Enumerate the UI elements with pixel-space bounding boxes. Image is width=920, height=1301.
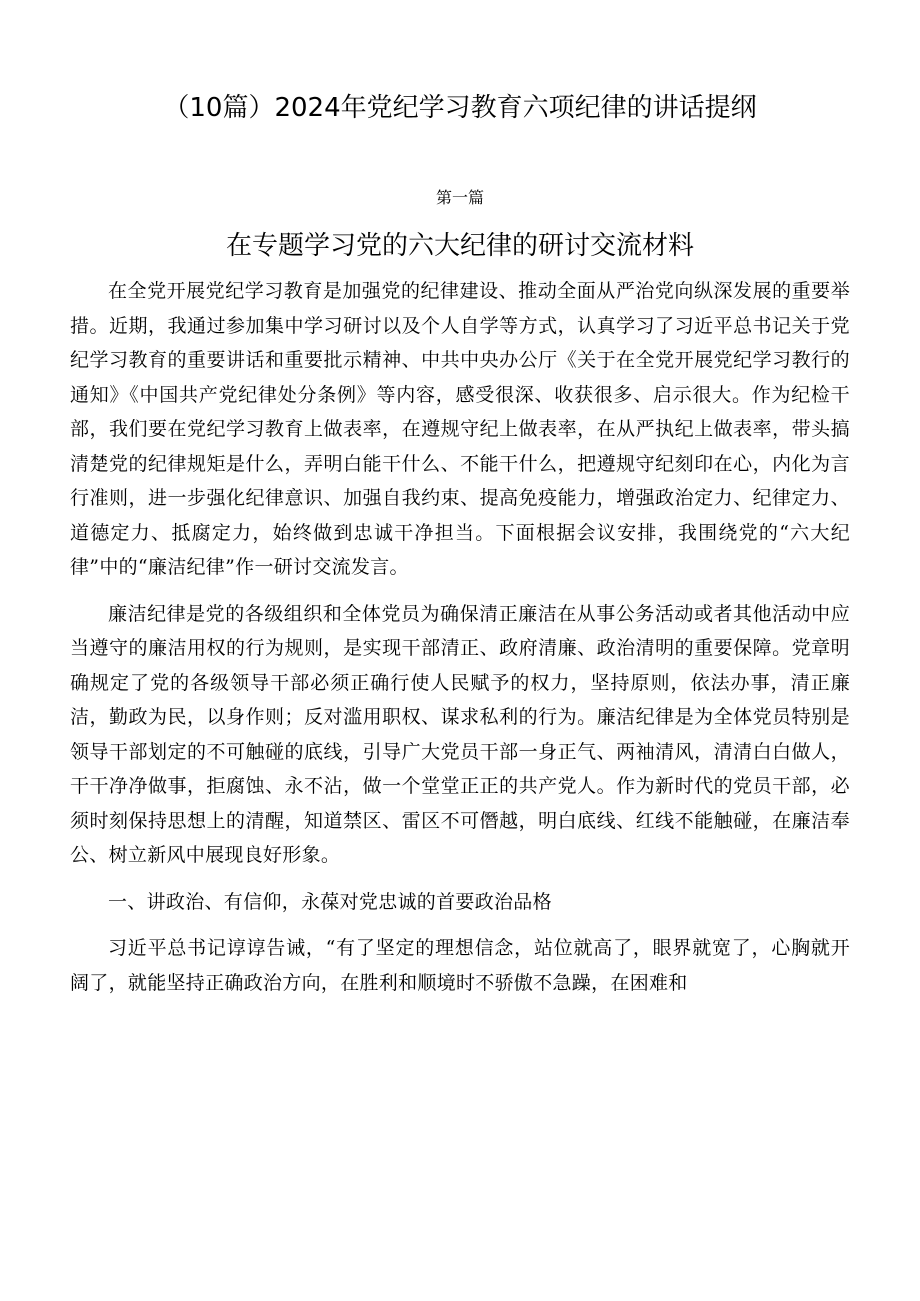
section-title: 在专题学习党的六大纪律的研讨交流材料 <box>225 231 694 261</box>
part-label: 第一篇 <box>435 188 484 207</box>
subsection-heading: 一、讲政治、有信仰，永葆对党忠诚的首要政治品格 <box>108 890 552 913</box>
body-paragraph: 习近平总书记谆谆告诫，“有了坚定的理想信念，站位就高了，眼界就宽了，心胸就开阔了，就能坚持正确政治方向，在胜利和顺境时不骄傲不急躁，在困难和 <box>70 937 850 994</box>
body-paragraph: 在全党开展党纪学习教育是加强党的纪律建设、推动全面从严治党向纵深发展的重要举措。近期，我通过参加集中学习研讨以及个人自学等方式，认真学习了习近平总书记关于党纪学习教育的重要讲话和重要批示精神、中共中央办公厅《关于在全党开展党纪学习教行的通知》《中国共产党纪律处分条例》等内容，感受很深、收获很多、启示很大。作为纪检干部，我们要在党纪学习教育上做表率，在遵规守纪上做表率，在从严执纪上做表率，带头搞清楚党的纪律规矩是什么，弄明白能干什么、不能干什么，把遵规守纪刻印在心，内化为言行准则，进一步强化纪律意识、加强自我约束、提高免疫能力，增强政治定力、纪律定力、道德定力、抵腐定力，始终做到忠诚干净担当。下面根据会议安排，我围绕党的“六大纪律”中的“廉洁纪律”作一研讨交流发言。 <box>70 280 850 578</box>
body-paragraph: 廉洁纪律是党的各级组织和全体党员为确保清正廉洁在从事公务活动或者其他活动中应当遵守的廉洁用权的行为规则，是实现干部清正、政府清廉、政治清明的重要保障。党章明确规定了党的各级领导干部必须正确行使人民赋予的权力，坚持原则，依法办事，清正廉洁，勤政为民，以身作则；反对滥用职权、谋求私利的行为。廉洁纪律是为全体党员特别是领导干部划定的不可触碰的底线，引导广大党员干部一身正气、两袖清风，清清白白做人，干干净净做事，拒腐蚀、永不沾，做一个堂堂正正的共产党人。作为新时代的党员干部，必须时刻保持思想上的清醒，知道禁区、雷区不可僭越，明白底线、红线不能触碰，在廉洁奉公、树立新风中展现良好形象。 <box>70 602 850 866</box>
body-text <box>70 274 850 1000</box>
document-title: （10篇）2024年党纪学习教育六项纪律的讲话提纲 <box>163 93 757 123</box>
